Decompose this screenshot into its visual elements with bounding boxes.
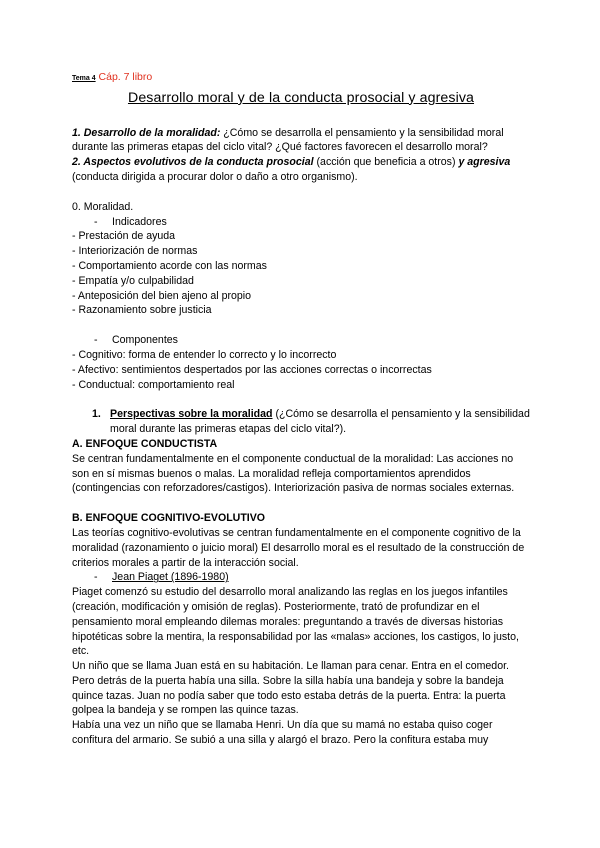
piaget-label: Jean Piaget (1896-1980) bbox=[112, 571, 229, 584]
story-1: Un niño que se llama Juan está en su habitación. Le llaman para cenar. Entra en el comedor. Pero detrás de la puerta había una silla. Sobre la silla había una bandeja y sobre la bandeja quince tazas. Juan no podía saber que todo esto estaba detrás de la puerta. Entra: la puerta golpea la bandeja y se rompen las quince tazas. bbox=[72, 660, 509, 717]
perspectivas-label: Perspectivas sobre la moralidad bbox=[110, 408, 273, 421]
intro-item-2-label-b: y agresiva bbox=[458, 156, 511, 169]
componentes-label: Componentes bbox=[112, 334, 178, 347]
page-title: Desarrollo moral y de la conducta prosocial y agresiva bbox=[127, 89, 475, 106]
moralidad-heading: 0. Moralidad. bbox=[72, 200, 134, 213]
intro-item-1-label: 1. Desarrollo de la moralidad: bbox=[72, 126, 221, 139]
story-2: Había una vez un niño que se llamaba Henri. Un día que su mamá no estaba quiso coger confitura del armario. Se subió a una silla y alargó el brazo. Pero la confitura estaba muy bbox=[72, 719, 493, 747]
list-item: - Empatía y/o culpabilidad bbox=[72, 274, 194, 287]
list-item: - Comportamiento acorde con las normas bbox=[72, 259, 267, 272]
indicadores-label: Indicadores bbox=[112, 215, 167, 228]
perspectivas-number: 1. bbox=[92, 408, 101, 421]
intro-item-2 bbox=[72, 155, 530, 185]
list-item: - Anteposición del bien ajeno al propio bbox=[72, 289, 252, 302]
piaget-label-row: - Jean Piaget (1896-1980) bbox=[94, 571, 229, 584]
enfoque-a-body: Se centran fundamentalmente en el componente conductual de la moralidad: Las acciones no son en sí mismas buenos o malas. La moralidad refleja comportamientos aprendidos (contingencias con reforzadores/castigos). Interiorización pasiva de normas sociales externas. bbox=[72, 452, 515, 495]
chapter-header bbox=[72, 70, 530, 87]
list-item: - Razonamiento sobre justicia bbox=[72, 304, 212, 317]
list-item: - Conductual: comportamiento real bbox=[72, 378, 235, 391]
tema-label: Tema 4 bbox=[72, 75, 96, 82]
enfoque-a-heading: A. ENFOQUE CONDUCTISTA bbox=[72, 437, 218, 450]
intro-item-1 bbox=[72, 126, 530, 156]
enfoque-b-heading: B. ENFOQUE COGNITIVO-EVOLUTIVO bbox=[72, 512, 266, 525]
perspectivas-text-wrap bbox=[92, 407, 530, 437]
indicadores-label-row: - Indicadores bbox=[94, 215, 167, 228]
intro-item-1-text: ¿Cómo se desarrolla el pensamiento y la sensibilidad moral durante las primeras etapas del ciclo vital? ¿Qué factores favorecen el desarrollo moral? bbox=[72, 126, 504, 154]
enfoque-b-body: Las teorías cognitivo-evolutivas se centran fundamentalmente en el componente cognitivo de la moralidad (razonamiento o juicio moral) El desarrollo moral es el resultado de la construcción de criterios morales a partir de la interacción social. bbox=[72, 526, 525, 569]
perspectivas-text: (¿Cómo se desarrolla el pensamiento y la sensibilidad moral durante las primeras etapas del ciclo vital?). bbox=[110, 408, 530, 436]
intro-item-2-end: (conducta dirigida a procurar dolor o daño a otro organismo). bbox=[72, 170, 358, 183]
intro-item-2-mid: (acción que beneficia a otros) bbox=[313, 156, 459, 169]
list-item: - Cognitivo: forma de entender lo correcto y lo incorrecto bbox=[72, 348, 337, 361]
list-item: - Prestación de ayuda bbox=[72, 230, 176, 243]
chapter-reference: Cáp. 7 libro bbox=[98, 71, 153, 83]
intro-item-2-label: 2. Aspectos evolutivos de la conducta prosocial bbox=[72, 156, 314, 169]
perspectivas-item bbox=[72, 407, 530, 437]
piaget-body: Piaget comenzó su estudio del desarrollo moral analizando las reglas en los juegos infantiles (creación, modificación y omisión de reglas). Posteriormente, trató de profundizar en el pensamiento moral empleando dilemas morales: preguntando a través de diversas historias hipotéticas sobre la mentira, la responsabilidad por las «malas» acciones, los castigos, lo justo, etc. bbox=[72, 586, 519, 658]
document-page bbox=[72, 70, 530, 748]
componentes-label-row: - Componentes bbox=[94, 334, 178, 347]
list-item: - Interiorización de normas bbox=[72, 245, 198, 258]
list-item: - Afectivo: sentimientos despertados por las acciones correctas o incorrectas bbox=[72, 363, 432, 376]
